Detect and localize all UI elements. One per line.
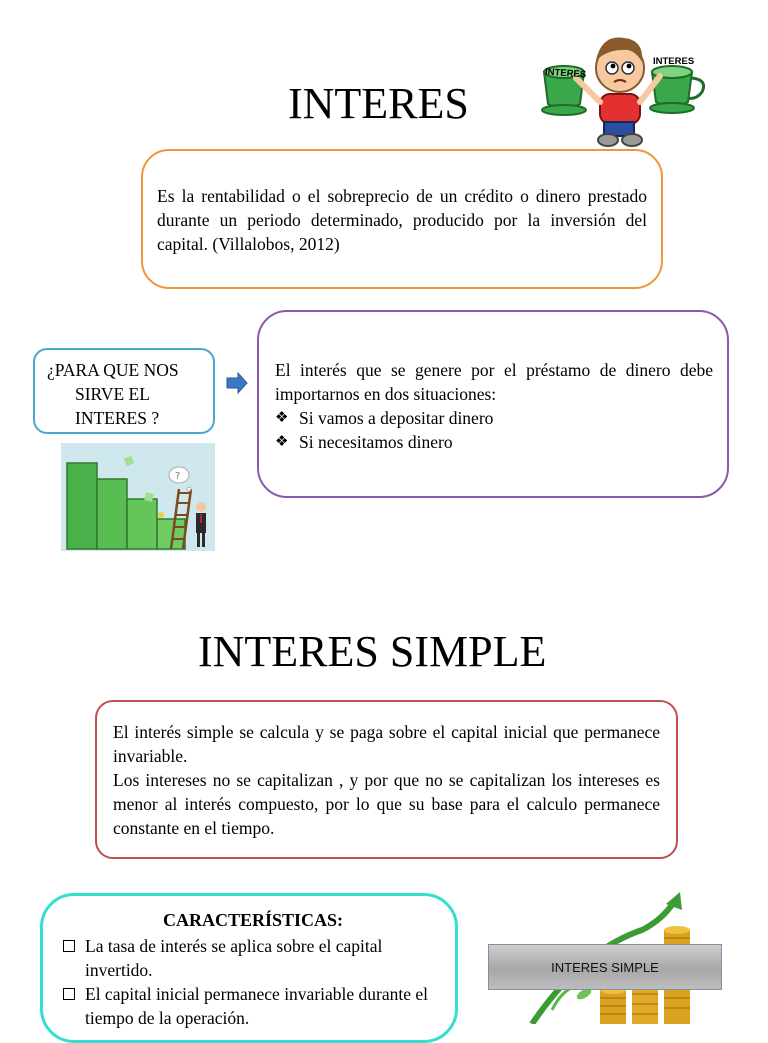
list-item: La tasa de interés se aplica sobre el capital invertido. [63, 934, 443, 982]
definition-text: Es la rentabilidad o el sobreprecio de un crédito o dinero prestado durante un periodo determinado, producido por la inversión del capital. (Villalobos, 2012) [157, 186, 647, 254]
diamond-bullet-icon: ❖ [275, 410, 289, 426]
right-arrow-icon [226, 372, 248, 394]
situations-box [257, 310, 729, 498]
simple-paragraph-1: El interés simple se calcula y se paga sobre el capital inicial que permanece invariable. [113, 722, 660, 766]
right-cup-icon [650, 66, 704, 113]
characteristics-list [63, 934, 443, 1030]
interes-simple-banner: INTERES SIMPLE [488, 944, 722, 990]
stairs-illustration [61, 443, 215, 551]
situations-list [275, 406, 713, 454]
list-item: El capital inicial permanece invariable durante el tiempo de la operación. [63, 982, 443, 1030]
person-icon [576, 37, 660, 146]
simple-paragraph-2: Los intereses no se capitalizan , y por que no se capitalizan los intereses es menor al interés compuesto, por lo que su base para el calculo permanece constante en el tiempo. [113, 770, 660, 838]
svg-text:?: ? [175, 471, 181, 482]
question-line-1: ¿PARA QUE NOS [47, 360, 179, 380]
list-item: ❖ Si necesitamos dinero [275, 432, 453, 452]
characteristics-box [40, 893, 458, 1043]
checkbox-bullet-icon [63, 988, 75, 1000]
cartoon-illustration [536, 28, 712, 152]
section-title: INTERES SIMPLE [198, 627, 547, 676]
list-item: ❖ Si vamos a depositar dinero [275, 408, 494, 428]
question-line-2: SIRVE EL [75, 384, 150, 404]
question-box [33, 348, 215, 434]
situations-intro: El interés que se genere por el préstamo de dinero debe importarnos en dos situaciones: [275, 360, 713, 404]
diamond-bullet-icon: ❖ [275, 434, 289, 450]
right-cup-label: INTERES [653, 56, 695, 67]
question-line-3: INTERES ? [75, 408, 160, 428]
left-cup-label: INTERES [544, 66, 587, 81]
definition-box [141, 149, 663, 289]
checkbox-bullet-icon [63, 940, 75, 952]
page-title: INTERES [288, 79, 469, 128]
simple-interest-box [95, 700, 678, 859]
characteristics-heading: CARACTERÍSTICAS: [162, 910, 344, 930]
